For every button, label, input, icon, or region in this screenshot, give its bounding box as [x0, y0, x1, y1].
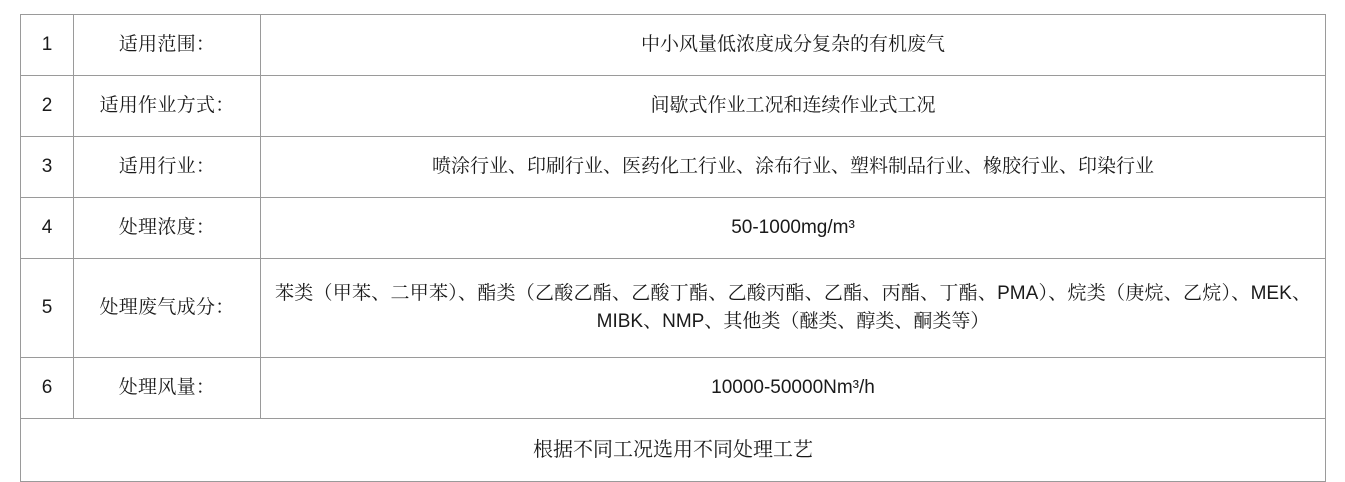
row-index: 4 [21, 198, 74, 259]
row-value: 10000-50000Nm³/h [261, 358, 1326, 419]
row-value: 50-1000mg/m³ [261, 198, 1326, 259]
row-label: 处理废气成分： [74, 259, 261, 358]
table-row [21, 198, 1326, 259]
row-index: 5 [21, 259, 74, 358]
row-value: 间歇式作业工况和连续作业式工况 [261, 76, 1326, 137]
row-label: 适用行业： [74, 137, 261, 198]
table-row [21, 137, 1326, 198]
row-value: 中小风量低浓度成分复杂的有机废气 [261, 15, 1326, 76]
row-label: 适用范围： [74, 15, 261, 76]
table-footer-note: 根据不同工况选用不同处理工艺 [21, 419, 1326, 482]
table-row [21, 259, 1326, 358]
row-index: 6 [21, 358, 74, 419]
table-footer-row [21, 419, 1326, 482]
row-index: 3 [21, 137, 74, 198]
row-value: 苯类（甲苯、二甲苯）、酯类（乙酸乙酯、乙酸丁酯、乙酸丙酯、乙酯、丙酯、丁酯、PMA）、烷类（庚烷、乙烷）、MEK、MIBK、NMP、其他类（醚类、醇类、酮类等） [261, 259, 1326, 358]
row-label: 适用作业方式： [74, 76, 261, 137]
row-label: 处理风量： [74, 358, 261, 419]
row-index: 1 [21, 15, 74, 76]
row-index: 2 [21, 76, 74, 137]
specification-table [20, 14, 1326, 482]
table-row [21, 15, 1326, 76]
table-row [21, 358, 1326, 419]
row-label: 处理浓度： [74, 198, 261, 259]
table-row [21, 76, 1326, 137]
row-value: 喷涂行业、印刷行业、医药化工行业、涂布行业、塑料制品行业、橡胶行业、印染行业 [261, 137, 1326, 198]
